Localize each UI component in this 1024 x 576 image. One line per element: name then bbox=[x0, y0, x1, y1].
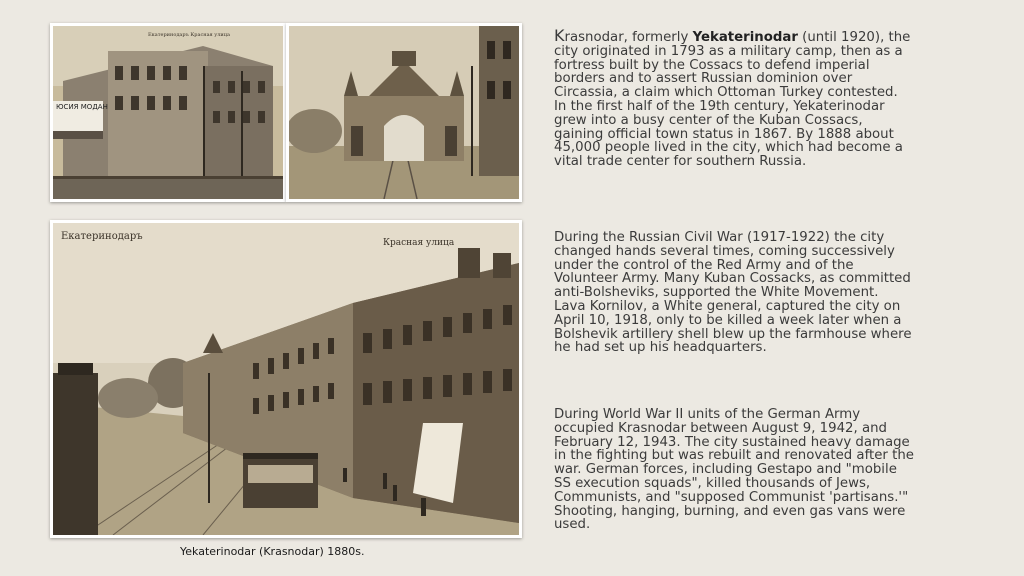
shop-sign: ЮСИЯ МОДАН bbox=[56, 103, 108, 111]
postcard-city-title: Екатеринодаръ bbox=[61, 231, 143, 242]
paragraph-world-war-ii: During World War II units of the German Army occupied Krasnodar between August 9, 1942, and February 12, 1943. The city sustained heavy damage in the fighting but was rebuilt and renovated after the war. German forces, including Gestapo and "mobile SS execution squads", killed thousands of Jews, Communists, and "supposed Communist 'partisans.'" Shooting, hanging, burning, and even gas vans were used. bbox=[554, 407, 914, 533]
street-corner-image bbox=[53, 26, 283, 199]
city-old-name: Yekaterinodar bbox=[692, 30, 798, 45]
paragraph-origins-lead: rasnodar, formerly bbox=[564, 30, 693, 45]
postcard-title: Екатеринодаръ Красная улица bbox=[148, 32, 230, 38]
photo-triumphal-arch bbox=[286, 23, 522, 202]
triumphal-arch-image bbox=[289, 26, 519, 199]
photo-krasnaya-street bbox=[50, 220, 522, 538]
photo-street-corner bbox=[50, 23, 286, 202]
paragraph-origins-body: (until 1920), the city originated in 1793 as a military camp, then as a fortress built by the Cossacs to defend imperial borders and to assert Russian dominion over Circassia, a claim which Ottoman Turkey contested. In the first half of the 19th century, Yekaterinodar grew into a busy center of the Kuban Cossacs, gaining official town status in 1867. By 1888 about 45,000 people lived in the city, which had become a vital trade center for southern Russia. bbox=[554, 30, 911, 170]
paragraph-civil-war: During the Russian Civil War (1917-1922) the city changed hands several times, coming successively under the control of the Red Army and of the Volunteer Army. Many Kuban Cossacks, as committed anti-Bolsheviks, supported the White Movement. Lava Kornilov, a White general, captured the city on April 10, 1918, only to be killed a week later when a Bolshevik artillery shell blew up the farmhouse where he had set up his headquarters. bbox=[554, 230, 912, 356]
paragraph-origins bbox=[554, 26, 914, 170]
photo-caption: Yekaterinodar (Krasnodar) 1880s. bbox=[180, 545, 365, 558]
postcard-street-title: Красная улица bbox=[383, 238, 455, 248]
krasnaya-street-image bbox=[53, 223, 519, 535]
drop-cap: K bbox=[554, 26, 565, 45]
